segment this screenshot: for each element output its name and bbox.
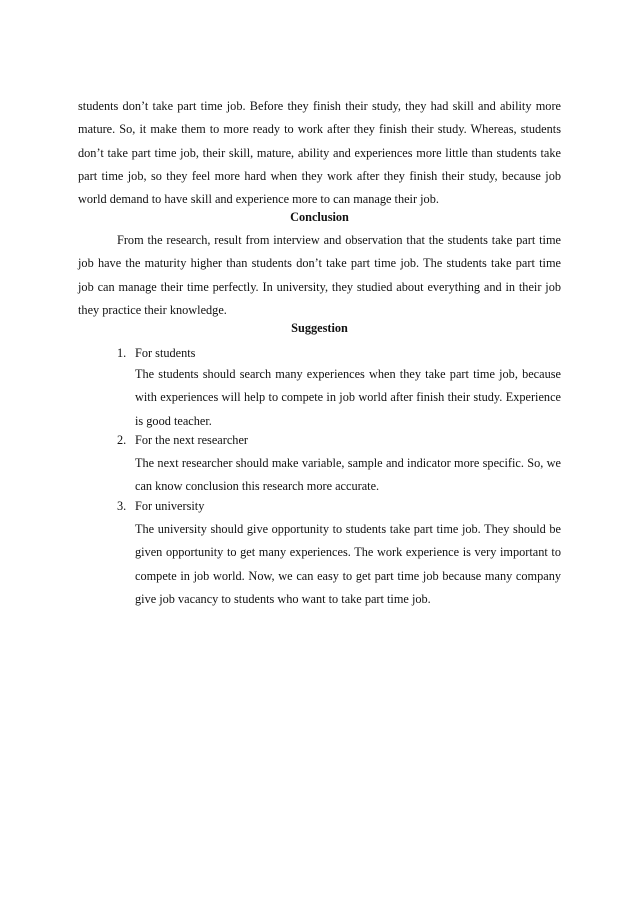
suggestion-heading: Suggestion bbox=[291, 321, 348, 335]
list-item-title: For students bbox=[135, 346, 196, 360]
list-number: 3. bbox=[117, 499, 127, 513]
intro-paragraph: students don’t take part time job. Before they finish their study, they had skill and ability more mature. So, it make them to more ready to work after they finish their study. Whereas, students don’t take part time job, their skill, mature, ability and experiences more little than students take part time job, so they feel more hard when they work after they finish their study, because job world demand to have skill and experience more to can manage their job. bbox=[78, 99, 561, 207]
list-number: 2. bbox=[117, 433, 127, 447]
list-item-text: The university should give opportunity to students take part time job. They should be given opportunity to get many experiences. The work experience is very important to compete in job world. Now, we can easy to get part time job because many company give job vacancy to students who want to take part time job. bbox=[135, 522, 561, 606]
list-number: 1. bbox=[117, 346, 127, 360]
list-item-title: For the next researcher bbox=[135, 433, 249, 447]
conclusion-heading: Conclusion bbox=[290, 210, 349, 224]
conclusion-paragraph: From the research, result from interview and observation that the students take part time job have the maturity higher than students don’t take part time job. The students take part time job can manage their time perfectly. In university, they studied about everything and in their job they practice their knowledge. bbox=[78, 233, 561, 317]
list-item-title: For university bbox=[135, 499, 205, 513]
list-item-text: The next researcher should make variable, sample and indicator more specific. So, we can know conclusion this research more accurate. bbox=[135, 456, 561, 494]
list-item-text: The students should search many experiences when they take part time job, because with experiences will help to compete in job world after finish their study. Experience is good teacher. bbox=[135, 367, 561, 428]
